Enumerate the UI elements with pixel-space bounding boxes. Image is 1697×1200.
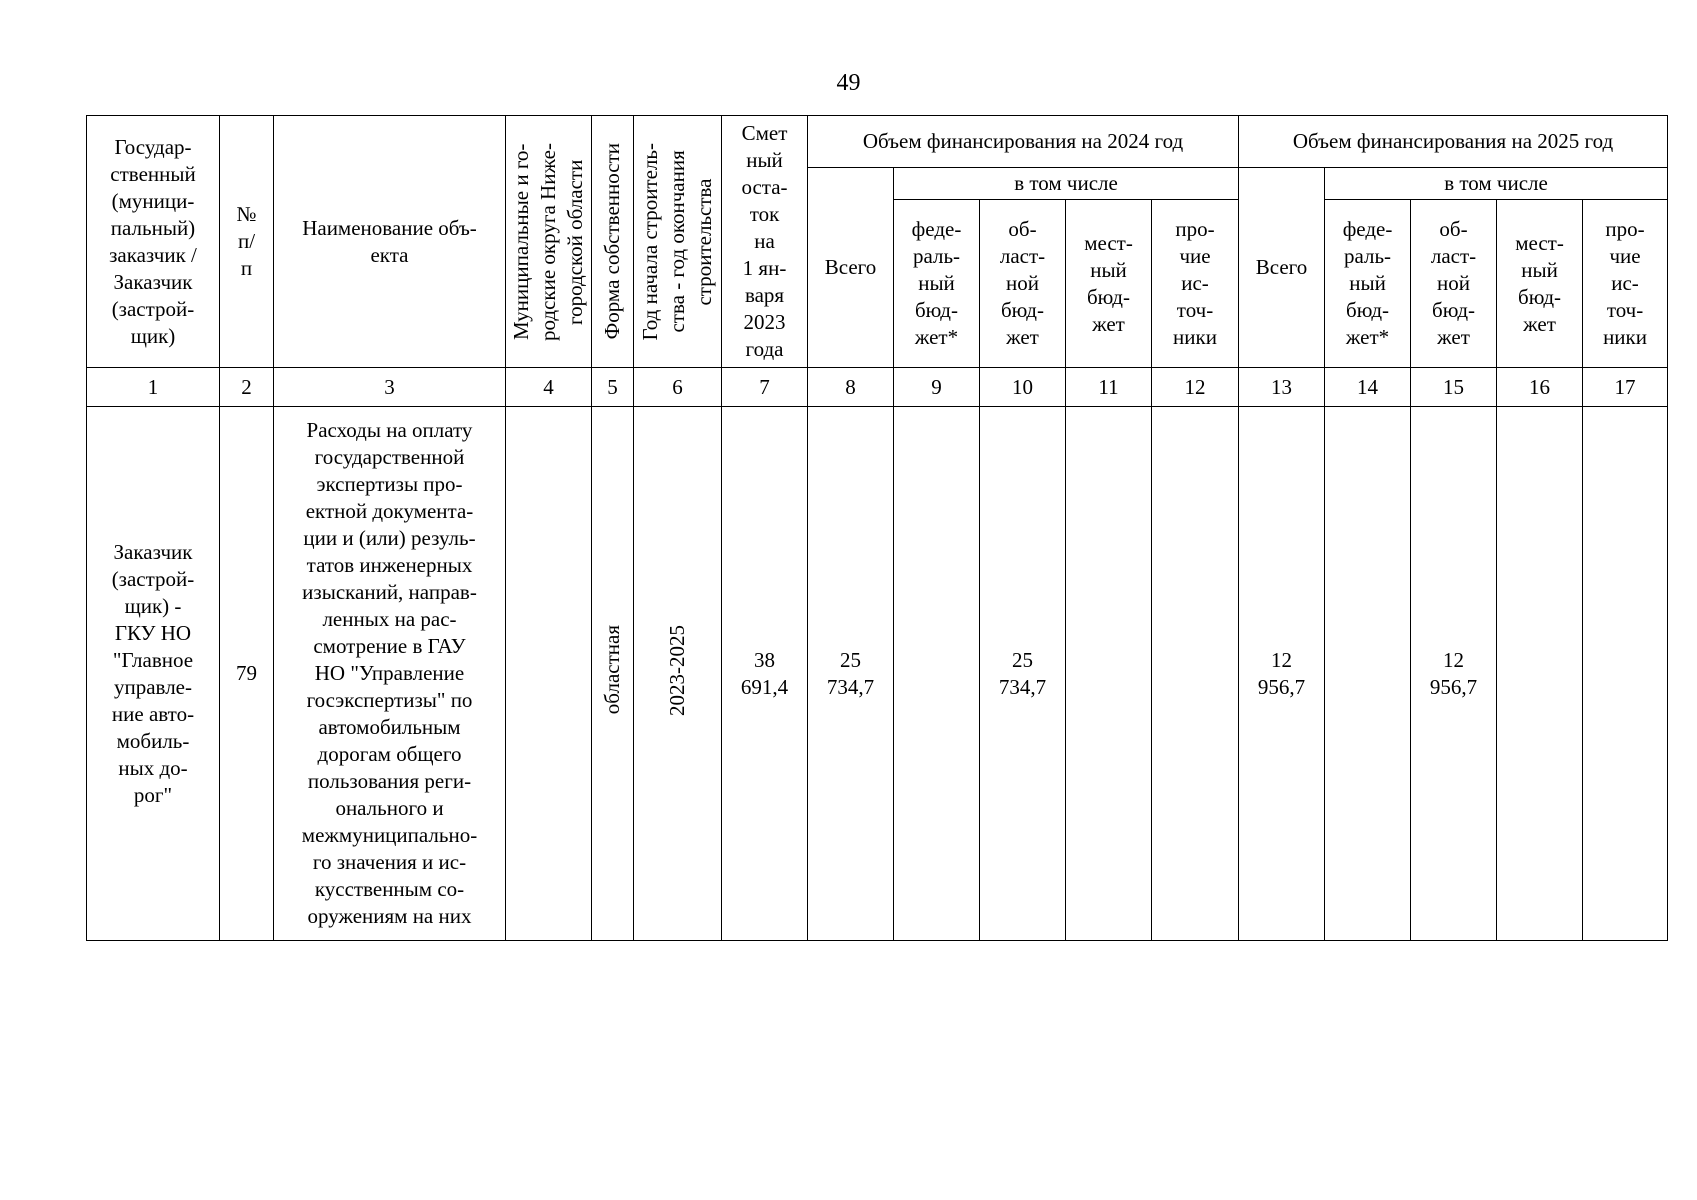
header-funding-2024: Объем финансирования на 2024 год xyxy=(808,116,1239,168)
column-number: 17 xyxy=(1583,368,1668,407)
row-regional-2025: 12 956,7 xyxy=(1411,407,1497,941)
row-other-2025 xyxy=(1583,407,1668,941)
header-construction-years: Год начала строитель- ства - год окончания строительства xyxy=(638,142,716,341)
column-number: 12 xyxy=(1152,368,1239,407)
column-number: 8 xyxy=(808,368,894,407)
row-federal-2024 xyxy=(894,407,980,941)
row-ownership-form: областная xyxy=(600,625,624,715)
row-local-2024 xyxy=(1066,407,1152,941)
column-number: 13 xyxy=(1239,368,1325,407)
row-federal-2025 xyxy=(1325,407,1411,941)
header-other-2025: про- чие ис- точ- ники xyxy=(1583,200,1668,368)
header-municipal-district-cell xyxy=(506,116,592,368)
row-regional-2024: 25 734,7 xyxy=(980,407,1066,941)
column-number: 5 xyxy=(592,368,634,407)
table-row xyxy=(87,407,1668,941)
column-number: 15 xyxy=(1411,368,1497,407)
header-row-1 xyxy=(87,116,1668,168)
page-number: 49 xyxy=(836,70,861,96)
column-number: 14 xyxy=(1325,368,1411,407)
header-construction-years-cell xyxy=(634,116,722,368)
column-number: 11 xyxy=(1066,368,1152,407)
row-local-2025 xyxy=(1497,407,1583,941)
header-local-2025: мест- ный бюд- жет xyxy=(1497,200,1583,368)
row-estimate-balance: 38 691,4 xyxy=(722,407,808,941)
row-other-2024 xyxy=(1152,407,1239,941)
header-ownership-form-cell xyxy=(592,116,634,368)
header-object-name: Наименование объ- екта xyxy=(274,116,506,368)
header-number: № п/ п xyxy=(220,116,274,368)
column-number: 1 xyxy=(87,368,220,407)
column-number-row xyxy=(87,368,1668,407)
row-total-2025: 12 956,7 xyxy=(1239,407,1325,941)
header-ownership-form: Форма собственности xyxy=(600,143,624,340)
row-object-name: Расходы на оплату государственной экспертизы про- ектной документа- ции и (или) резуль- татов инженерных изысканий, направ- ленных на рас- смотрение в ГАУ НО "Управление госэкспертизы" по автомобильным дорогам общего пользования реги- онального и межмуниципально- го значения и ис- кусственным со- оружениям на них xyxy=(274,407,506,941)
header-other-2024: про- чие ис- точ- ники xyxy=(1152,200,1239,368)
row-municipal-district xyxy=(506,407,592,941)
header-federal-2024: феде- раль- ный бюд- жет* xyxy=(894,200,980,368)
row-construction-years: 2023-2025 xyxy=(665,624,689,716)
header-municipal-district: Муниципальные и го- родские округа Ниже- городской области xyxy=(509,142,587,341)
header-customer: Государ- ственный (муници- пальный) заказчик / Заказчик (застрой- щик) xyxy=(87,116,220,368)
column-number: 7 xyxy=(722,368,808,407)
column-number: 4 xyxy=(506,368,592,407)
header-funding-2025: Объем финансирования на 2025 год xyxy=(1239,116,1668,168)
row-ownership-form-cell xyxy=(592,407,634,941)
header-total-2025: Всего xyxy=(1239,168,1325,368)
column-number: 2 xyxy=(220,368,274,407)
header-total-2024: Всего xyxy=(808,168,894,368)
header-federal-2025: феде- раль- ный бюд- жет* xyxy=(1325,200,1411,368)
header-including-2024: в том числе xyxy=(894,168,1239,200)
row-construction-years-cell xyxy=(634,407,722,941)
column-number: 10 xyxy=(980,368,1066,407)
column-number: 3 xyxy=(274,368,506,407)
column-number: 16 xyxy=(1497,368,1583,407)
header-regional-2024: об- ласт- ной бюд- жет xyxy=(980,200,1066,368)
row-number: 79 xyxy=(220,407,274,941)
row-total-2024: 25 734,7 xyxy=(808,407,894,941)
header-local-2024: мест- ный бюд- жет xyxy=(1066,200,1152,368)
header-regional-2025: об- ласт- ной бюд- жет xyxy=(1411,200,1497,368)
header-including-2025: в том числе xyxy=(1325,168,1668,200)
header-estimate-balance: Смет ный оста- ток на 1 ян- варя 2023 года xyxy=(722,116,808,368)
row-customer: Заказчик (застрой- щик) - ГКУ НО "Главное управле- ние авто- мобиль- ных до- рог" xyxy=(87,407,220,941)
financing-table xyxy=(86,115,1668,941)
column-number: 6 xyxy=(634,368,722,407)
column-number: 9 xyxy=(894,368,980,407)
